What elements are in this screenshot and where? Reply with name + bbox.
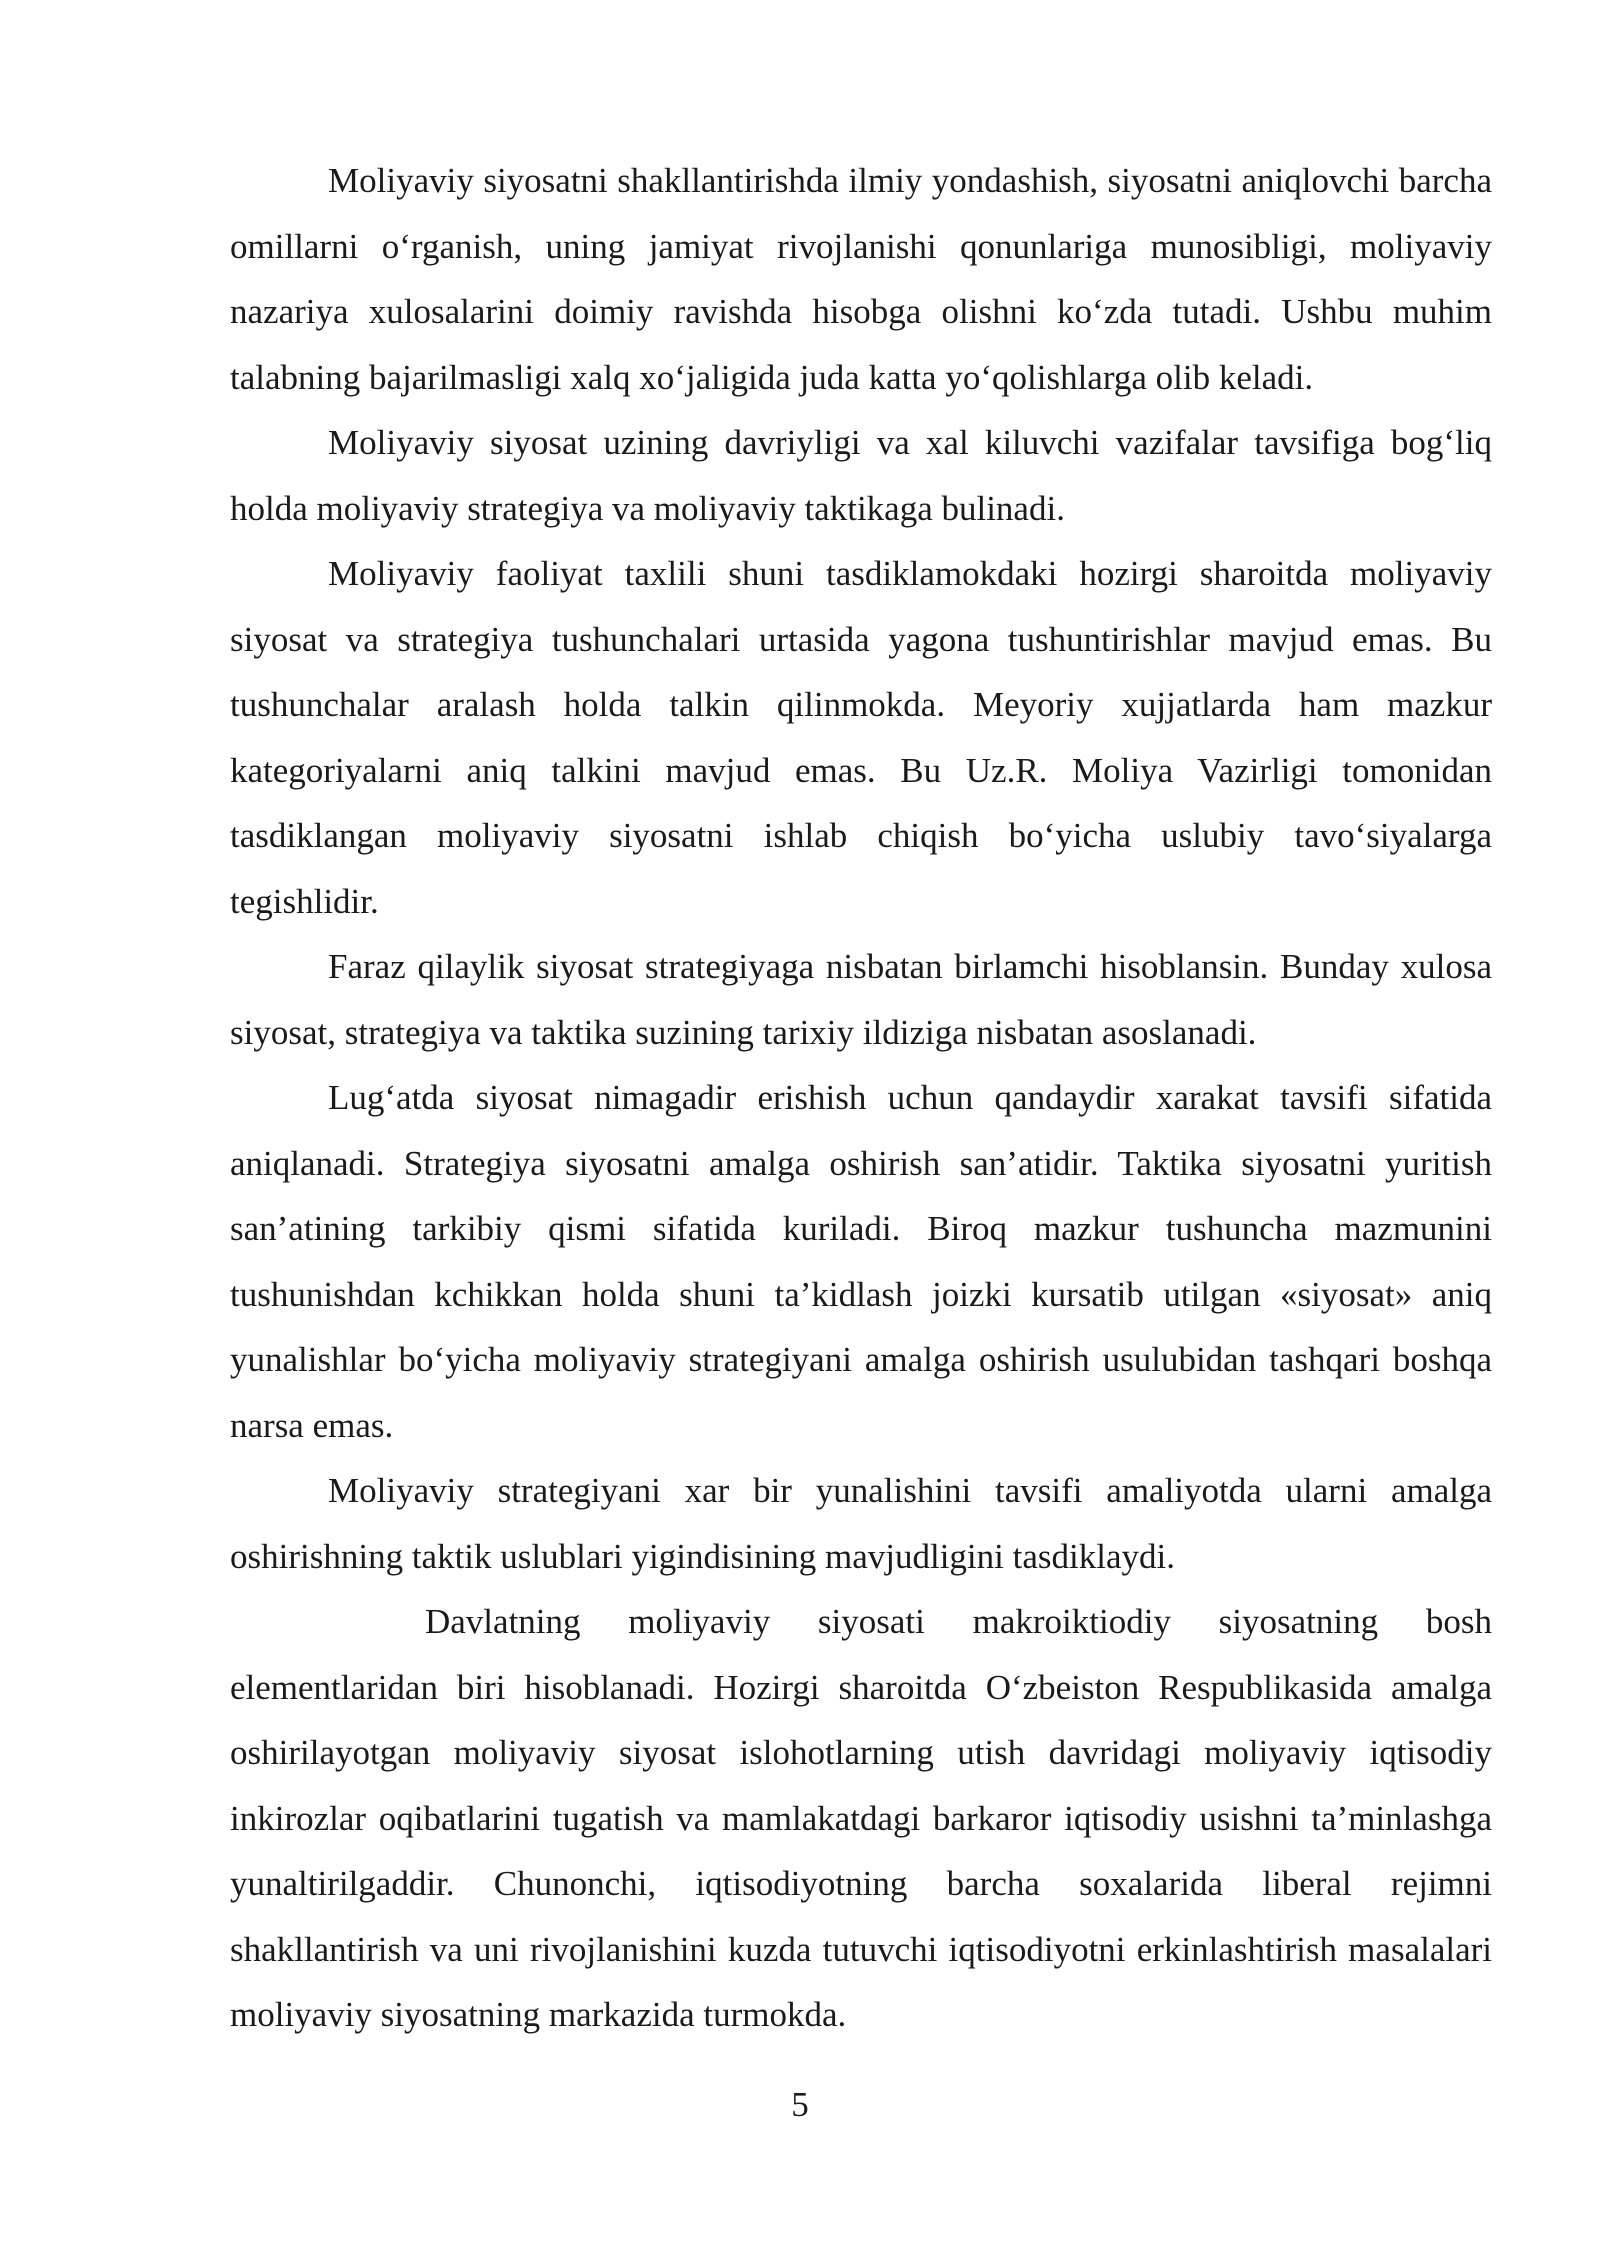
paragraph-5: Lug‘atda siyosat nimagadir erishish uchun qandaydir xarakat tavsifi sifatida aniqlanadi. Strategiya siyosatni amalga oshirish san’atidir. Taktika siyosatni yuritish san’atining tarkibiy qismi sifatida kuriladi. Biroq mazkur tushuncha mazmunini tushunishdan kchikkan holda shuni ta’kidlash joizki kursatib utilgan «siyosat» aniq yunalishlar bo‘yicha moliyaviy strategiyani amalga oshirish usulubidan tashqari boshqa narsa emas. — [230, 1078, 1492, 1445]
paragraph-1: Moliyaviy siyosatni shakllantirishda ilmiy yondashish, siyosatni aniqlovchi barcha omillarni o‘rganish, uning jamiyat rivojlanishi qonunlariga munosibligi, moliyaviy nazariya xulosalarini doimiy ravishda hisobga olishni ko‘zda tutadi. Ushbu muhim talabning bajarilmasligi xalq xo‘jaligida juda katta yo‘qolishlarga olib keladi. — [230, 161, 1492, 397]
paragraph-3: Moliyaviy faoliyat taxlili shuni tasdiklamokdaki hozirgi sharoitda moliyaviy siyosat va strategiya tushunchalari urtasida yagona tushuntirishlar mavjud emas. Bu tushunchalar aralash holda talkin qilinmokda. Meyoriy xujjatlarda ham mazkur kategoriyalarni aniq talkini mavjud emas. Bu Uz.R. Moliya Vazirligi tomonidan tasdiklangan moliyaviy siyosatni ishlab chiqish bo‘yicha uslubiy tavo‘siyalarga tegishlidir. — [230, 554, 1492, 921]
paragraph-2: Moliyaviy siyosat uzining davriyligi va xal kiluvchi vazifalar tavsifiga bog‘liq holda moliyaviy strategiya va moliyaviy taktikaga bulinadi. — [230, 423, 1492, 528]
paragraph-6: Moliyaviy strategiyani xar bir yunalishini tavsifi amaliyotda ularni amalga oshirishning taktik uslublari yigindisining mavjudligini tasdiklaydi. — [230, 1471, 1492, 1576]
page-number: 5 — [791, 2085, 809, 2124]
paragraph-7: Davlatning moliyaviy siyosati makroiktiodiy siyosatning bosh elementlaridan biri hisoblanadi. Hozirgi sharoitda O‘zbeiston Respublikasida amalga oshirilayotgan moliyaviy siyosat islohotlarning utish davridagi moliyaviy iqtisodiy inkirozlar oqibatlarini tugatish va mamlakatdagi barkaror iqtisodiy usishni ta’minlashga yunaltirilgaddir. Chunonchi, iqtisodiyotning barcha soxalarida liberal rejimni shakllantirish va uni rivojlanishini kuzda tutuvchi iqtisodiyotni erkinlashtirish masalalari moliyaviy siyosatning markazida turmokda. — [230, 1602, 1492, 2034]
paragraph-4: Faraz qilaylik siyosat strategiyaga nisbatan birlamchi hisoblansin. Bunday xulosa siyosat, strategiya va taktika suzining tarixiy ildiziga nisbatan asoslanadi. — [230, 947, 1492, 1052]
document-body — [230, 148, 1492, 2048]
